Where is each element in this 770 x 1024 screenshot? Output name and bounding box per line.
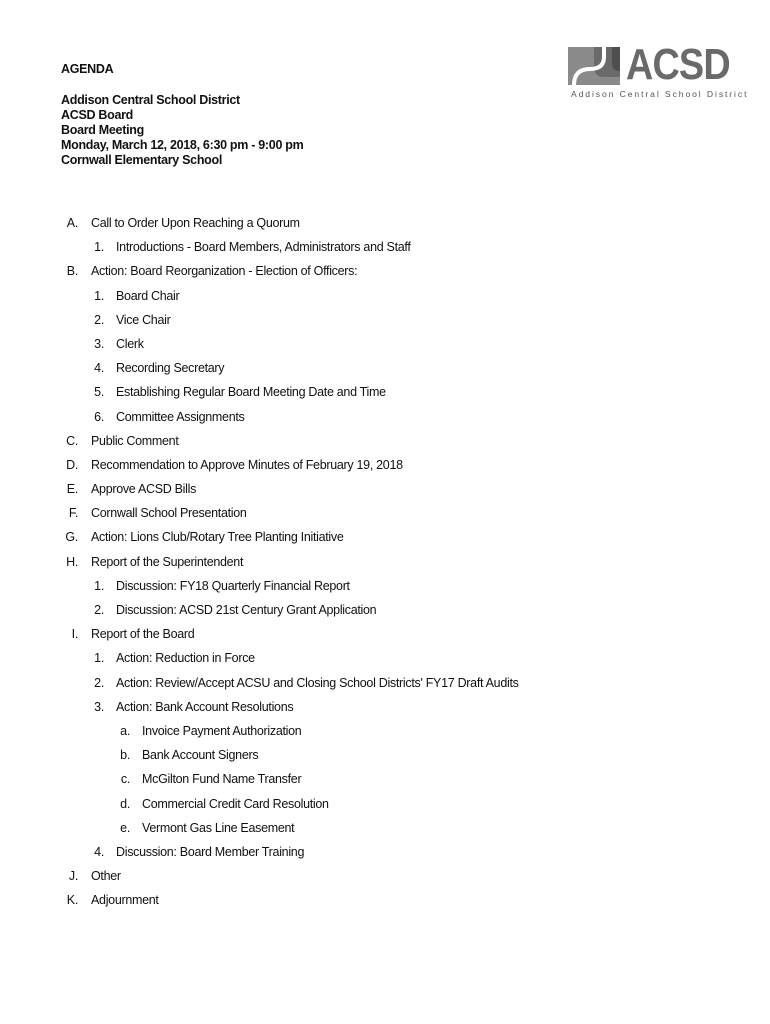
agenda-item-marker: 3. (94, 699, 104, 714)
agenda-item-marker: K. (66, 893, 78, 908)
agenda-item (0, 385, 770, 409)
agenda-item-text: Recording Secretary (116, 361, 225, 376)
agenda-item (0, 893, 770, 917)
agenda-item-marker: a. (120, 723, 130, 738)
agenda-item-marker: H. (66, 554, 78, 569)
agenda-item-text: Invoice Payment Authorization (142, 723, 302, 738)
agenda-item-marker: 1. (94, 651, 104, 666)
agenda-item-text: Report of the Superintendent (91, 554, 244, 569)
agenda-item-text: Action: Lions Club/Rotary Tree Planting Initiative (91, 530, 344, 545)
agenda-item (0, 313, 770, 337)
agenda-item-text: Discussion: Board Member Training (116, 844, 305, 859)
agenda-item-text: Action: Reduction in Force (116, 651, 255, 666)
agenda-item (0, 579, 770, 603)
agenda-item-marker: 3. (94, 336, 104, 351)
agenda-item (0, 458, 770, 482)
agenda-item-text: Approve ACSD Bills (91, 482, 197, 497)
agenda-item-marker: 6. (94, 409, 104, 424)
agenda-item (0, 337, 770, 361)
agenda-item (0, 724, 770, 748)
agenda-item-text: Action: Bank Account Resolutions (116, 699, 294, 714)
agenda-item-marker: G. (65, 530, 78, 545)
agenda-item-marker: 2. (94, 675, 104, 690)
agenda-item-marker: c. (120, 772, 130, 787)
meeting-location: Cornwall Elementary School (61, 153, 222, 167)
agenda-item-text: Commercial Credit Card Resolution (142, 796, 329, 811)
agenda-item-text: Cornwall School Presentation (91, 506, 247, 521)
agenda-item-marker: d. (120, 796, 130, 811)
agenda-item (0, 700, 770, 724)
agenda-item-marker: b. (120, 748, 130, 763)
board-name: ACSD Board (61, 108, 134, 122)
agenda-item-text: Clerk (116, 336, 144, 351)
agenda-item (0, 603, 770, 627)
agenda-item (0, 845, 770, 869)
agenda-item (0, 506, 770, 530)
agenda-item-text: Introductions - Board Members, Administrators and Staff (116, 240, 411, 255)
agenda-item (0, 240, 770, 264)
agenda-item (0, 410, 770, 434)
agenda-item (0, 361, 770, 385)
agenda-item-marker: 5. (94, 385, 104, 400)
agenda-item-text: Action: Review/Accept ACSU and Closing School Districts' FY17 Draft Audits (116, 675, 519, 690)
agenda-item-text: Bank Account Signers (142, 748, 259, 763)
document-header (61, 62, 303, 168)
agenda-item-marker: 2. (94, 603, 104, 617)
agenda-item-marker: 2. (94, 312, 104, 327)
agenda-item-text: Vice Chair (116, 312, 171, 327)
agenda-item (0, 434, 770, 458)
agenda-item-marker: C. (66, 433, 78, 448)
agenda-item-text: Discussion: FY18 Quarterly Financial Report (116, 578, 350, 593)
agenda-item-text: Committee Assignments (116, 409, 245, 424)
agenda-item (0, 651, 770, 675)
agenda-item-marker: 4. (94, 361, 104, 376)
agenda-item-marker: D. (66, 457, 78, 472)
agenda-item-marker: J. (68, 869, 78, 884)
logo-mark-icon (568, 47, 620, 85)
agenda-item-marker: 1. (94, 240, 104, 255)
agenda-list (0, 216, 770, 917)
agenda-item (0, 772, 770, 796)
agenda-item (0, 627, 770, 651)
agenda-item (0, 748, 770, 772)
agenda-item-text: Adjournment (91, 893, 159, 908)
agenda-item-text: Recommendation to Approve Minutes of February 19, 2018 (91, 457, 403, 472)
logo-tagline: Addison Central School District (571, 89, 749, 99)
agenda-item (0, 869, 770, 893)
agenda-item-text: Call to Order Upon Reaching a Quorum (91, 216, 300, 230)
agenda-item (0, 530, 770, 554)
agenda-item-marker: 1. (94, 578, 104, 593)
agenda-item-marker: B. (66, 264, 78, 279)
agenda-item-text: Action: Board Reorganization - Election of Officers: (91, 264, 358, 279)
agenda-title: AGENDA (61, 62, 114, 76)
agenda-item-marker: E. (66, 482, 78, 497)
agenda-item-marker: 4. (94, 844, 104, 859)
logo-wordmark: ACSD (626, 40, 730, 89)
agenda-item-text: McGilton Fund Name Transfer (142, 772, 302, 787)
meeting-datetime: Monday, March 12, 2018, 6:30 pm - 9:00 pm (61, 138, 304, 152)
agenda-item-text: Public Comment (91, 433, 179, 448)
agenda-item-marker: A. (66, 216, 78, 230)
agenda-item-text: Other (91, 869, 121, 884)
district-name: Addison Central School District (61, 93, 240, 107)
agenda-item (0, 482, 770, 506)
agenda-item-marker: F. (68, 506, 78, 521)
agenda-item (0, 264, 770, 288)
agenda-item-text: Establishing Regular Board Meeting Date and Time (116, 385, 386, 400)
agenda-item (0, 555, 770, 579)
agenda-item (0, 797, 770, 821)
agenda-item (0, 676, 770, 700)
agenda-item-text: Board Chair (116, 288, 180, 303)
agenda-item-marker: I. (71, 627, 78, 642)
agenda-item (0, 289, 770, 313)
meeting-type: Board Meeting (61, 123, 144, 137)
agenda-item-text: Vermont Gas Line Easement (142, 820, 295, 835)
agenda-item-text: Discussion: ACSD 21st Century Grant Application (116, 603, 377, 617)
acsd-logo (568, 40, 749, 103)
agenda-item (0, 216, 770, 240)
agenda-item-marker: e. (120, 820, 130, 835)
agenda-item-marker: 1. (94, 288, 104, 303)
agenda-item-text: Report of the Board (91, 627, 195, 642)
agenda-item (0, 821, 770, 845)
